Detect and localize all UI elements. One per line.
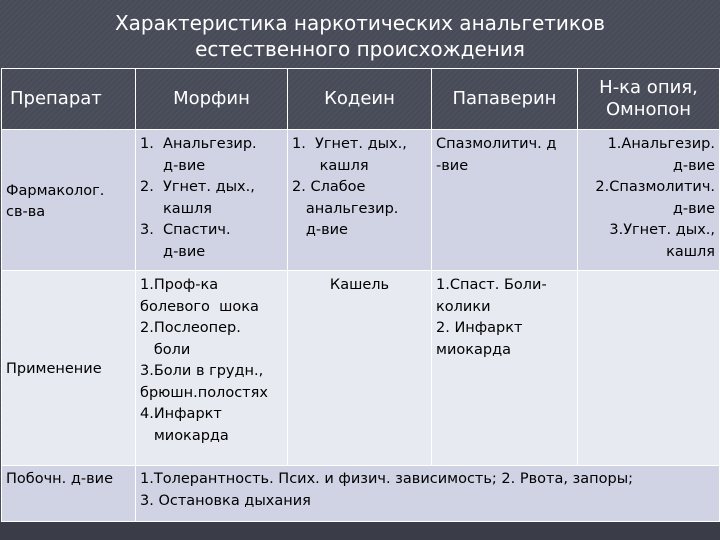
cell-papaverine-pharmacology: Спазмолитич. д -вие — [432, 130, 578, 271]
slide-title: Характеристика наркотических анальгетиков естественного происхождения — [114, 11, 606, 61]
row-label-pharmacology: Фармаколог. св-ва — [2, 130, 136, 271]
cell-omnopon-application — [578, 271, 720, 466]
table-header-row — [2, 69, 720, 130]
cell-papaverine-application: 1.Спаст. Боли- колики 2. Инфаркт миокарда — [432, 271, 578, 466]
row-label-application: Применение — [2, 271, 136, 466]
drug-comparison-table — [1, 68, 720, 522]
cell-morphine-application: 1.Проф-ка болевого шока 2.Послеопер. боли 3.Боли в грудн., брюшн.полостях 4.Инфаркт миокарда — [136, 271, 288, 466]
header-codeine: Кодеин — [288, 69, 432, 130]
cell-omnopon-pharmacology: 1.Анальгезир. д-вие 2.Спазмолитич. д-вие 3.Угнет. дых., кашля — [578, 130, 720, 271]
cell-side-effects: 1.Толерантность. Псих. и физич. зависимость; 2. Рвота, запоры; 3. Остановка дыхания — [136, 466, 720, 522]
header-preparat: Препарат — [2, 69, 136, 130]
header-papaverine: Папаверин — [432, 69, 578, 130]
cell-morphine-pharmacology: 1. Анальгезир. д-вие 2. Угнет. дых., кашля 3. Спастич. д-вие — [136, 130, 288, 271]
header-opium-tincture: Н-ка опия, Омнопон — [578, 69, 720, 130]
table-row — [2, 271, 720, 466]
cell-codeine-application: Кашель — [288, 271, 432, 466]
bottom-bar — [0, 522, 720, 540]
cell-codeine-pharmacology: 1. Угнет. дых., кашля 2. Слабое анальгезир. д-вие — [288, 130, 432, 271]
table-row — [2, 130, 720, 271]
header-morphine: Морфин — [136, 69, 288, 130]
table-row — [2, 466, 720, 522]
row-label-side-effects: Побочн. д-вие — [2, 466, 136, 522]
